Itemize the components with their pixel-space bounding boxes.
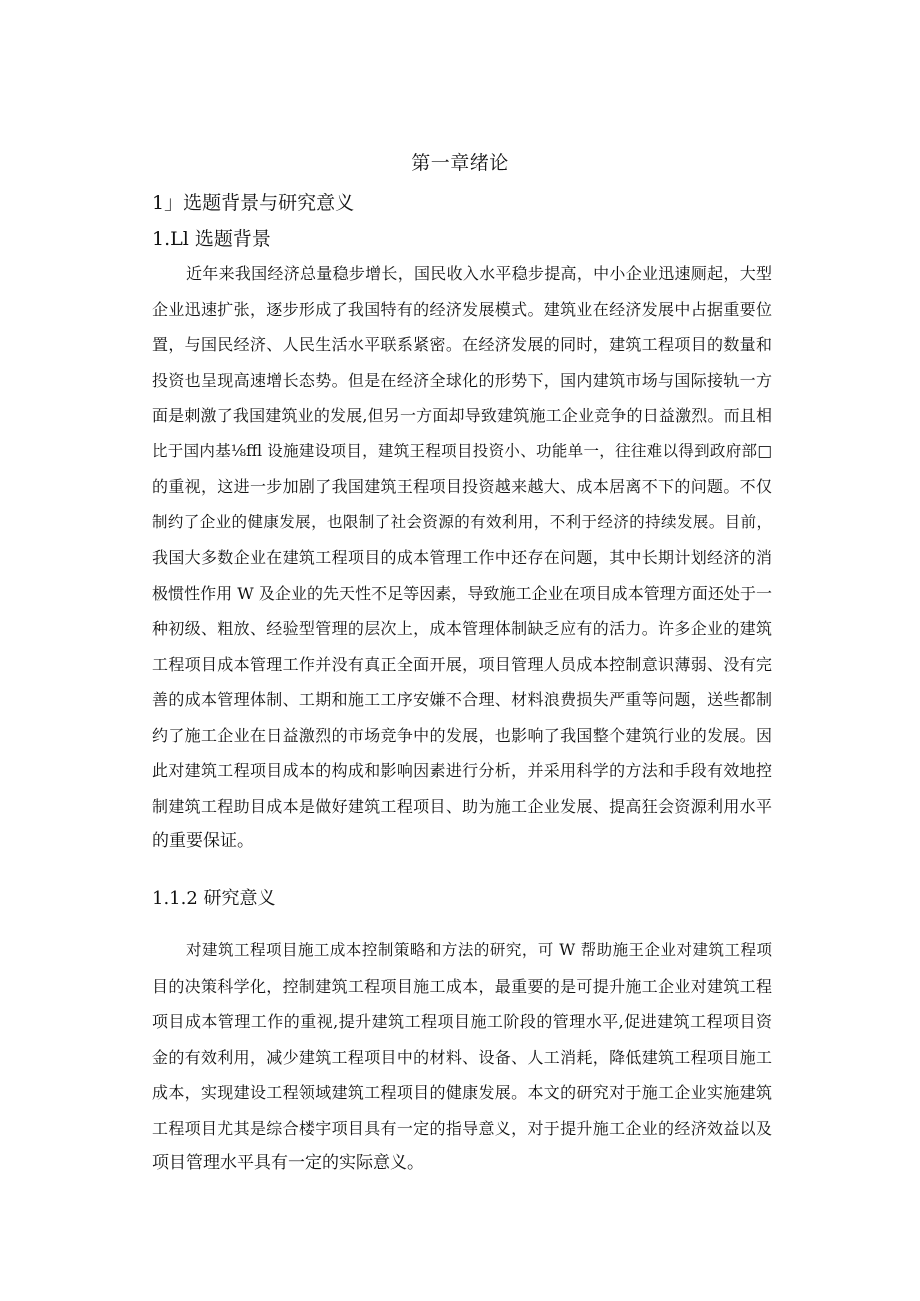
paragraph-line: 面是刺激了我国建筑业的发展,但另一方面却导致建筑施工企业竞争的日益激烈。而且相 [152,406,772,425]
paragraph-line: 金的有效利用，减少建筑工程项目中的材料、设备、人工消耗，降低建筑工程项目施工 [152,1047,772,1067]
paragraph-line: 近年来我国经济总量稳步增长，国民收入水平稳步提高，中小企业迅速厕起，大型 [186,264,772,283]
paragraph-line: 目的决策科学化，控制建筑工程项目施工成本，最重要的是可提升施工企业对建筑工程 [152,976,772,996]
paragraph-line: 制建筑工程助目成本是做好建筑工程项目、助为施工企业发展、提高狂会资源利用水平 [152,796,772,816]
paragraph-line: 极惯性作用 W 及企业的先天性不足等因素，导致施工企业在项目成本管理方面还处于一 [152,583,772,603]
paragraph-line: 的重要保证。 [152,831,254,851]
paragraph-line: 投资也呈现高速增长态势。但是在经济全球化的形势下，国内建筑市场与国际接轨一方 [152,370,772,390]
section-heading-1-1-1: 1.Ll 选题背景 [152,228,271,250]
chapter-title: 第一章绪论 [411,152,509,174]
paragraph-background [152,256,772,860]
paragraph-line: 此对建筑工程项目成本的构成和影响因素进行分析，并采用科学的方法和手段有效地控 [152,761,772,780]
paragraph-line: 项目管理水平具有一定的实际意义。 [152,1153,424,1173]
paragraph-line: 制约了企业的健康发展，也限制了社会资源的有效利用，不利于经济的持续发展。目前， [152,512,772,531]
paragraph-line: 项目成本管理工作的重视,提升建筑工程项目施工阶段的管理水平,促进建筑工程项目资 [152,1012,772,1031]
paragraph-line: 置，与国民经济、人民生活水平联系紧密。在经济发展的同时，建筑工程项目的数量和 [152,335,772,354]
section-heading-1-1-2: 1.1.2 研究意义 [152,888,276,909]
paragraph-line: 企业迅速扩张，逐步形成了我国特有的经济发展模式。建筑业在经济发展中占据重要位 [152,299,772,319]
paragraph-line: 我国大多数企业在建筑工程项目的成本管理工作中还存在问题，其中长期计划经济的消 [152,548,772,567]
paragraph-line: 比于国内基⅛ffl 设施建设项目，建筑王程项目投资小、功能单一，往往难以得到政府部□ [152,441,772,460]
paragraph-line: 工程项目尤其是综合楼宇项目具有一定的指导意义，对于提升施工企业的经济效益以及 [152,1118,772,1138]
paragraph-significance [152,933,772,1182]
section-heading-1-1: 1」选题背景与研究意义 [152,192,355,214]
paragraph-line: 种初级、粗放、经验型管理的层次上，成本管理体制缺乏应有的活力。许多企业的建筑 [152,619,772,638]
paragraph-line: 约了施工企业在日益激烈的市场竞争中的发展，也影响了我国整个建筑行业的发展。因 [152,725,772,745]
paragraph-line: 对建筑工程项目施工成本控制策略和方法的研究，可 W 帮助施王企业对建筑工程项 [186,941,772,959]
paragraph-line: 善的成本管理体制、工期和施工工序安嫌不合理、材料浪费损失严重等问题，送些都制 [152,690,772,709]
paragraph-line: 工程项目成本管理工作并没有真正全面开展，项目管理人员成本控制意识薄弱、没有完 [152,654,772,674]
paragraph-line: 的重视，这进一步加剧了我国建筑王程项目投资越来越大、成本居离不下的问题。不仅 [152,477,772,496]
paragraph-line: 成本，实现建设工程领域建筑工程项目的健康发展。本文的研究对于施工企业实施建筑 [152,1083,772,1102]
